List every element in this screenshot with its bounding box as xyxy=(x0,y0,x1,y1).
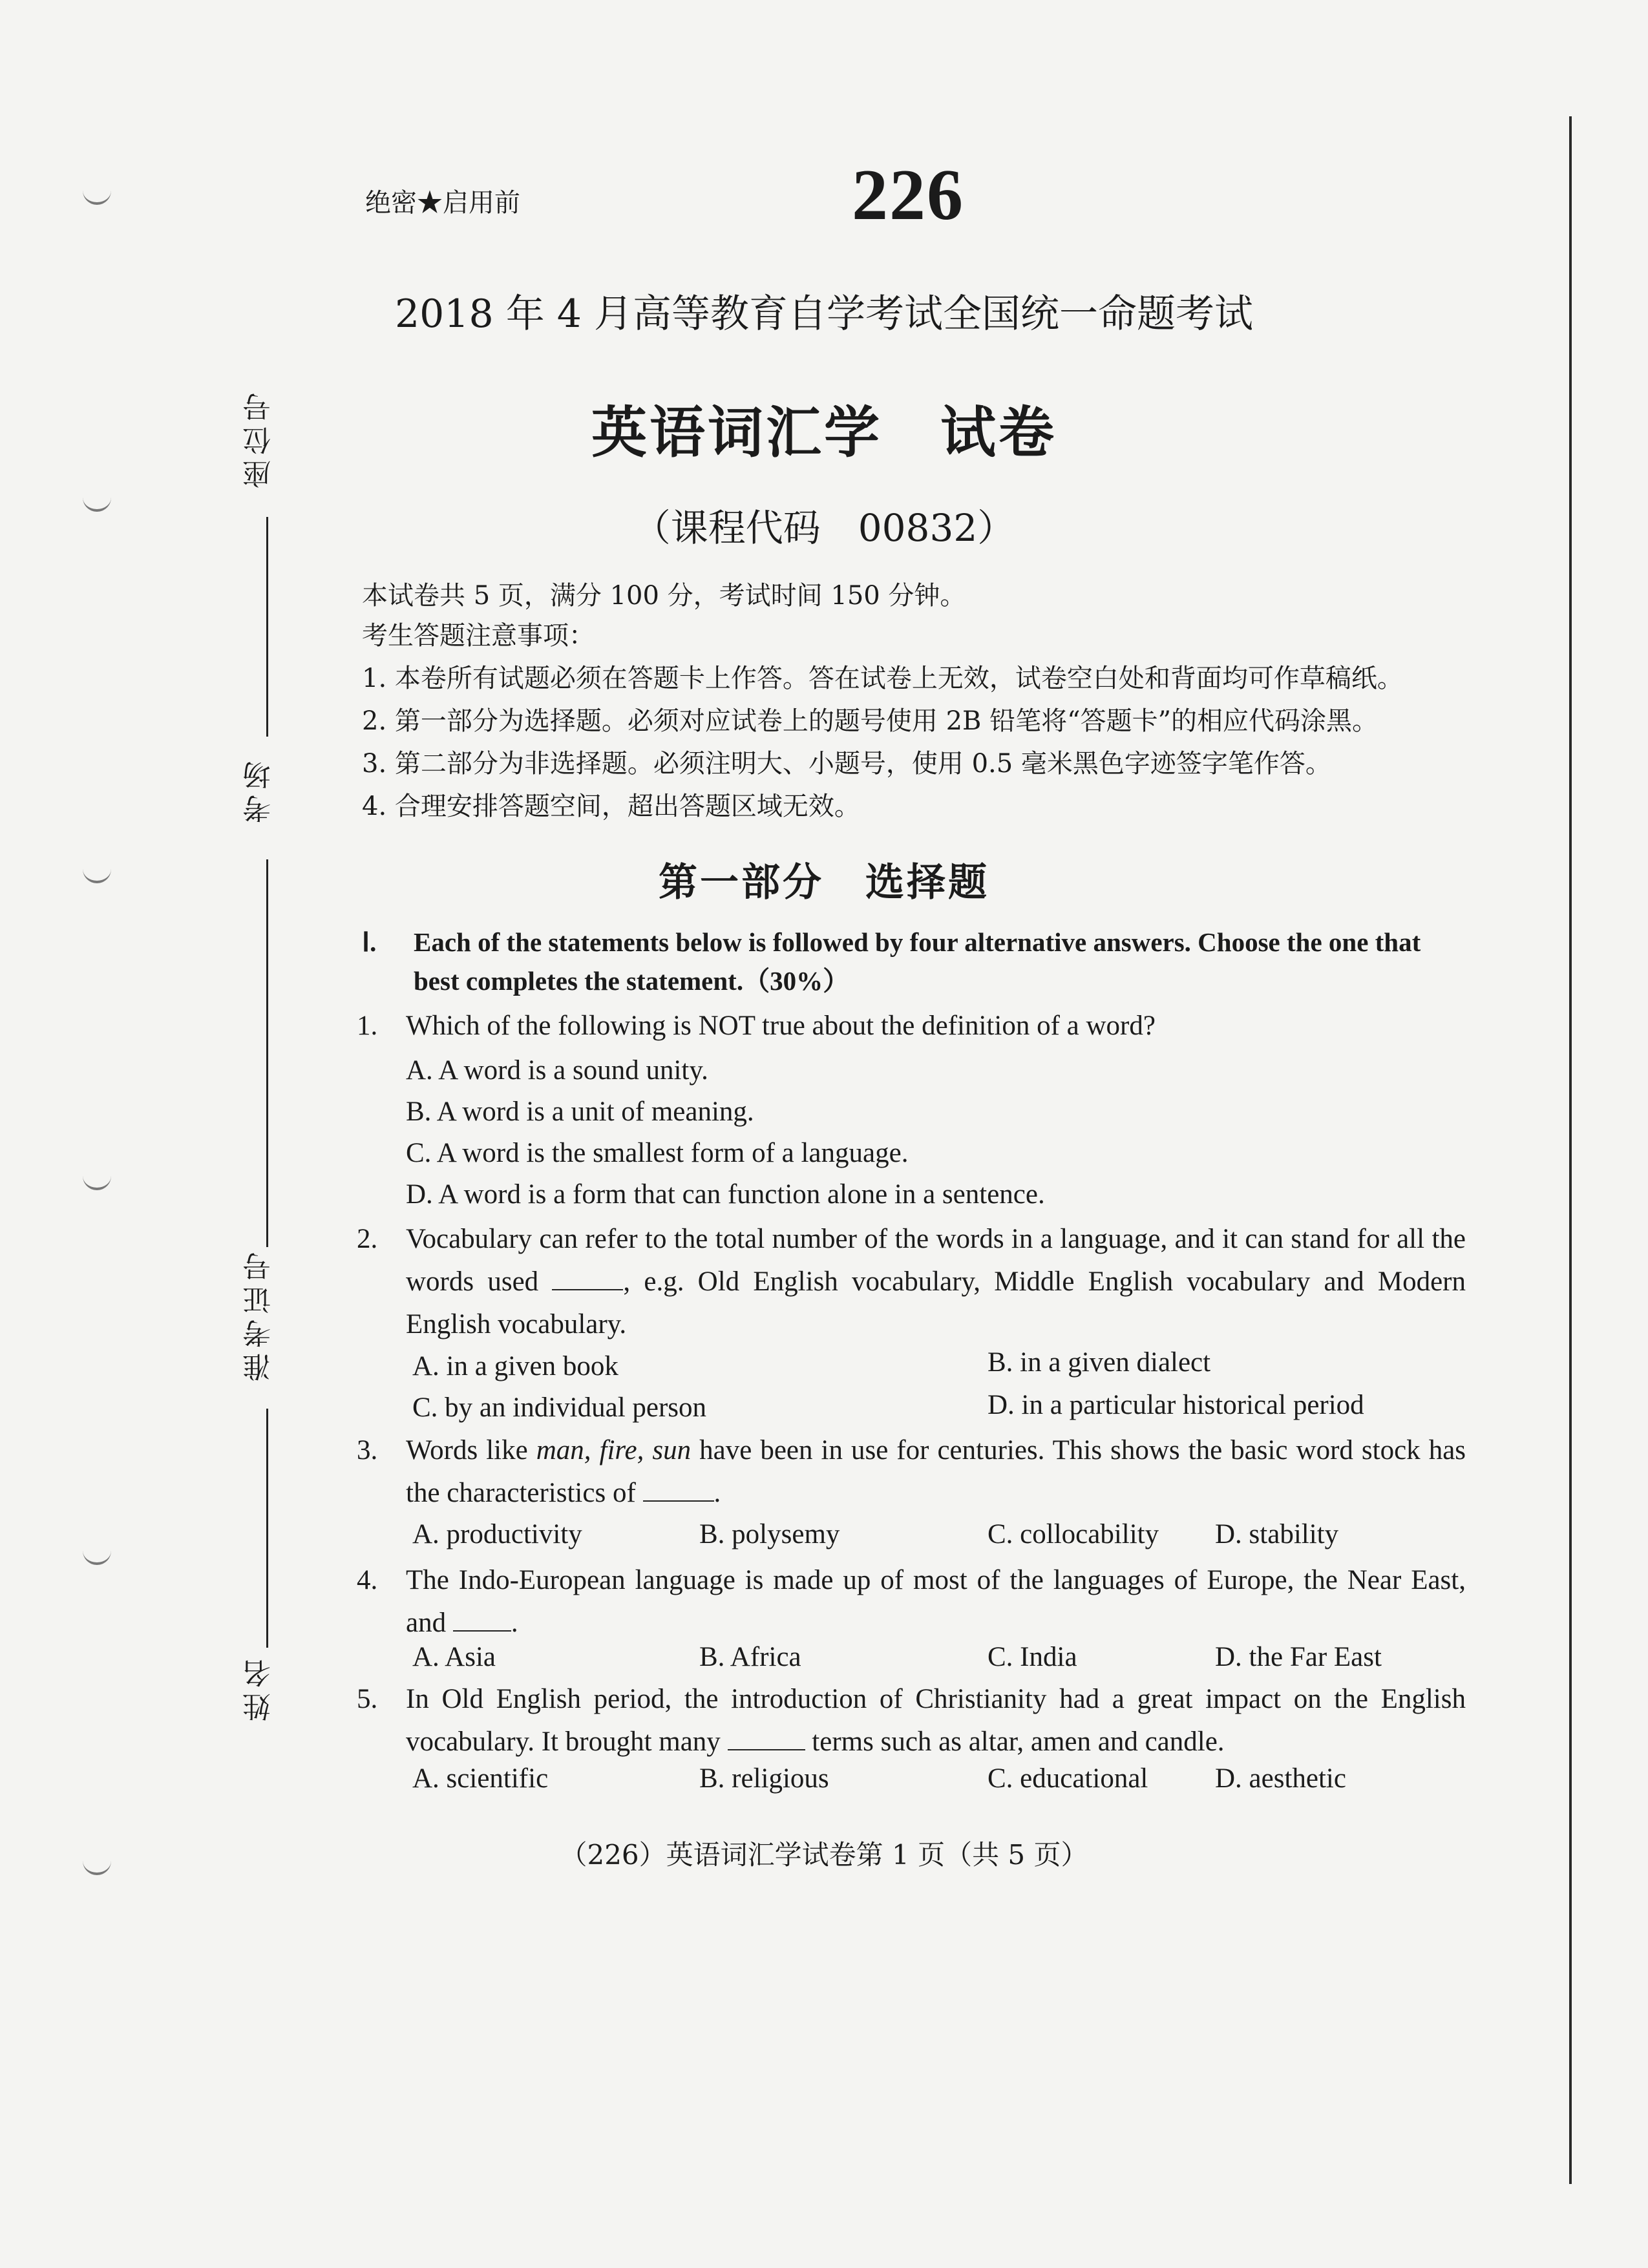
example-words: man, fire, sun xyxy=(536,1435,692,1465)
question-text xyxy=(406,1559,1466,1644)
notes-heading: 考生答题注意事项： xyxy=(362,621,595,651)
question-number: 4. xyxy=(357,1565,378,1595)
question-number: 1. xyxy=(357,1011,378,1041)
course-code: （课程代码 00832） xyxy=(633,506,1015,550)
question-text-part: Words like xyxy=(406,1435,528,1465)
question-text xyxy=(406,1218,1466,1346)
answer-option: B. Africa xyxy=(699,1642,801,1672)
answer-option: C. educational xyxy=(988,1763,1148,1794)
question-text xyxy=(406,1678,1466,1763)
answer-option: D. stability xyxy=(1215,1519,1339,1549)
note-item: 4. 合理安排答题空间，超出答题区域无效。 xyxy=(362,792,860,821)
question-text-part: terms such as altar, amen and candle. xyxy=(812,1727,1225,1757)
section-instruction xyxy=(362,923,1461,1000)
ticket-number-label: 准考证号 xyxy=(243,1247,276,1381)
note-item: 2. 第一部分为选择题。必须对应试卷上的题号使用 2B 铅笔将“答题卡”的相应代码涂黑。 xyxy=(362,706,1379,736)
question-text-part: . xyxy=(713,1478,721,1508)
answer-option: B. religious xyxy=(699,1763,829,1794)
section-instruction-text: Each of the statements below is followed by four alternative answers. Choose the one that best completes the statement.（30%） xyxy=(414,927,1421,996)
answer-blank xyxy=(643,1500,714,1502)
paper-title: 英语词汇学 试卷 xyxy=(591,400,1057,465)
answer-option: D. aesthetic xyxy=(1215,1763,1346,1794)
question-text-part: Vocabulary can refer to the total number of the words in a language, and it can stand for all the words used xyxy=(406,1224,1466,1297)
question-text: Which of the following is NOT true about the definition of a word? xyxy=(406,1011,1156,1041)
confidential-mark: 绝密★启用前 xyxy=(365,188,520,218)
answer-option: C. collocability xyxy=(988,1519,1159,1549)
answer-option: D. A word is a form that can function alone in a sentence. xyxy=(406,1179,1045,1210)
answer-option: A. Asia xyxy=(412,1642,496,1672)
answer-option: D. in a particular historical period xyxy=(988,1390,1364,1420)
page-footer: （226）英语词汇学试卷第 1 页（共 5 页） xyxy=(560,1839,1088,1871)
answer-option: B. in a given dialect xyxy=(988,1347,1211,1378)
question-text-part: . xyxy=(511,1608,518,1638)
name-label: 姓名 xyxy=(243,1654,276,1721)
answer-option: A. productivity xyxy=(412,1519,582,1549)
punch-hole-mark xyxy=(83,1170,111,1190)
question-text-part: The Indo-European language is made up of most of the languages of Europe, the Near East, and xyxy=(406,1565,1466,1638)
ticket-number-line xyxy=(266,1409,268,1648)
question-text xyxy=(406,1429,1466,1515)
exam-room-label: 考场 xyxy=(243,756,276,823)
note-item: 1. 本卷所有试题必须在答题卡上作答。答在试卷上无效，试卷空白处和背面均可作草稿纸。 xyxy=(362,664,1403,693)
paper-summary: 本试卷共 5 页，满分 100 分，考试时间 150 分钟。 xyxy=(362,581,966,611)
punch-hole-mark xyxy=(83,1544,111,1565)
question-number: 5. xyxy=(357,1684,378,1714)
answer-blank xyxy=(728,1749,805,1750)
question-number: 2. xyxy=(357,1224,378,1254)
seat-number-label: 座位号 xyxy=(243,388,276,488)
paper-code-number: 226 xyxy=(852,155,964,235)
answer-option: C. India xyxy=(988,1642,1077,1672)
answer-option: B. polysemy xyxy=(699,1519,840,1549)
punch-hole-mark xyxy=(83,184,111,205)
exam-title: 2018 年 4 月高等教育自学考试全国统一命题考试 xyxy=(394,291,1254,337)
question-text-part: , e.g. Old English vocabulary, Middle English vocabulary and Modern English vocabulary. xyxy=(406,1266,1466,1339)
part-title: 第一部分 选择题 xyxy=(659,860,989,905)
answer-blank xyxy=(552,1289,623,1290)
answer-option: C. by an individual person xyxy=(412,1392,707,1423)
exam-room-line xyxy=(266,859,268,1247)
question-number: 3. xyxy=(357,1435,378,1465)
answer-option: C. A word is the smallest form of a language. xyxy=(406,1138,909,1168)
note-item: 3. 第二部分为非选择题。必须注明大、小题号，使用 0.5 毫米黑色字迹签字笔作答。 xyxy=(362,749,1331,779)
answer-option: A. A word is a sound unity. xyxy=(406,1055,708,1086)
answer-option: A. in a given book xyxy=(412,1351,618,1381)
question-text-part: have been in use for centuries. This shows the basic word stock has the characteristics of xyxy=(406,1435,1466,1508)
answer-option: D. the Far East xyxy=(1215,1642,1382,1672)
section-number: Ⅰ. xyxy=(362,927,377,957)
question-text-part: In Old English period, the introduction of Christianity had a great impact on the English vocabulary. It brought many xyxy=(406,1684,1466,1757)
answer-option: B. A word is a unit of meaning. xyxy=(406,1097,754,1127)
answer-blank xyxy=(453,1630,511,1632)
answer-option: A. scientific xyxy=(412,1763,549,1794)
